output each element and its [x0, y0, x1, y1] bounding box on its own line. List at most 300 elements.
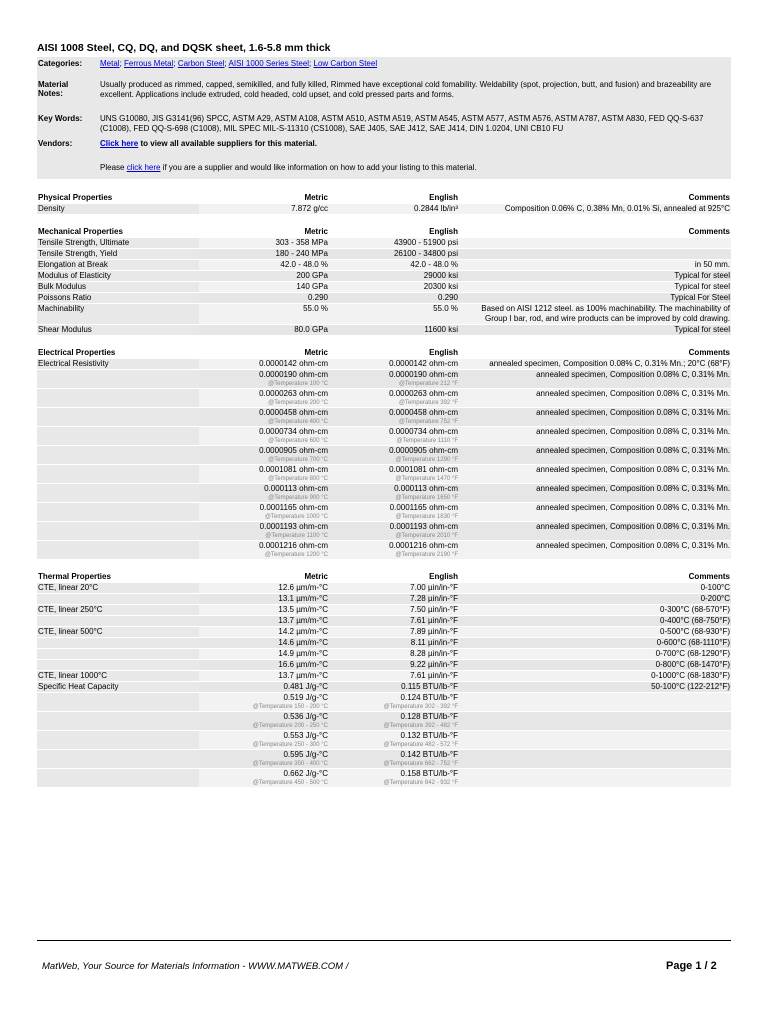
english-value-text: 7.28 µin/in-°F: [410, 594, 458, 603]
property-name: Shear Modulus: [37, 325, 199, 336]
metric-value: [199, 750, 329, 769]
property-comment: annealed specimen, Composition 0.08% C, 0.31% Mn.: [459, 465, 731, 484]
english-value: [329, 671, 459, 682]
property-row: [37, 522, 731, 541]
english-value-text: 42.0 - 48.0 %: [410, 260, 458, 269]
metric-condition: @Temperature 400 °C: [268, 419, 328, 425]
english-value-text: 20300 ksi: [423, 282, 458, 291]
property-name: [37, 408, 199, 427]
metric-value: [199, 389, 329, 408]
english-value: [329, 389, 459, 408]
metric-value-text: 0.0001081 ohm-cm: [259, 465, 328, 474]
property-comment: [459, 769, 731, 788]
metric-condition: @Temperature 600 °C: [268, 438, 328, 444]
datasheet-page: [37, 0, 731, 788]
metric-value: [199, 594, 329, 605]
property-name: Bulk Modulus: [37, 282, 199, 293]
english-value: [329, 649, 459, 660]
footer-divider: [37, 940, 731, 941]
page-number: Page 1 / 2: [666, 960, 717, 972]
comments-header: Comments: [688, 348, 730, 357]
property-name: [37, 503, 199, 522]
property-row: [37, 204, 731, 215]
english-value-text: 29000 ksi: [423, 271, 458, 280]
property-name: [37, 541, 199, 560]
property-name: CTE, linear 20°C: [37, 583, 199, 594]
metric-value: [199, 522, 329, 541]
property-name: Tensile Strength, Ultimate: [37, 238, 199, 249]
categories-list: Metal; Ferrous Metal; Carbon Steel; AISI 1000 Series Steel; Low Carbon Steel: [100, 59, 378, 68]
property-row: [37, 249, 731, 260]
metric-condition: @Temperature 250 - 300 °C: [252, 742, 328, 748]
english-value-text: 0.0000263 ohm-cm: [389, 389, 458, 398]
english-condition: @Temperature 2010 °F: [395, 533, 458, 539]
property-comment: 0-300°C (68-570°F): [459, 605, 731, 616]
metric-value-text: 55.0 %: [303, 304, 328, 313]
english-value: [329, 271, 459, 282]
english-value-text: 7.89 µin/in-°F: [410, 627, 458, 636]
metric-value-text: 7.872 g/cc: [291, 204, 328, 213]
property-comment: annealed specimen, Composition 0.08% C, 0.31% Mn.: [459, 370, 731, 389]
property-comment: annealed specimen, Composition 0.08% C, 0.31% Mn.: [459, 522, 731, 541]
metric-value: [199, 671, 329, 682]
section-title: Physical Properties: [38, 193, 113, 202]
metric-value-text: 14.9 µm/m-°C: [278, 649, 328, 658]
property-row: [37, 712, 731, 731]
category-link[interactable]: Metal: [100, 59, 120, 68]
metric-value: [199, 693, 329, 712]
property-comment: annealed specimen, Composition 0.08% C, 0.31% Mn.: [459, 484, 731, 503]
metric-value: [199, 304, 329, 325]
english-value: [329, 282, 459, 293]
property-row: [37, 427, 731, 446]
metric-value-text: 0.0001193 ohm-cm: [259, 522, 328, 531]
english-header: English: [429, 348, 458, 357]
english-condition: @Temperature 302 - 392 °F: [383, 704, 458, 710]
metric-condition: @Temperature 1100 °C: [265, 533, 328, 539]
keywords-text: UNS G10080, JIS G3141(96) SPCC, ASTM A29, ASTM A108, ASTM A510, ASTM A519, ASTM A545, ASTM A577, ASTM A576, ASTM A787, ASTM A830, FED QQ-S-637 (C1008), FED QQ-S-698 (C1008), MIL SPEC MIL-S-11310 (CS1008), SAE J405, SAE J412, SAE J414, DIN 1.0204, UNI CB10 FU: [100, 114, 704, 133]
metric-value: [199, 649, 329, 660]
property-comment: annealed specimen, Composition 0.08% C, 0.31% Mn.: [459, 503, 731, 522]
vendors-desc: to view all available suppliers for this material.: [138, 139, 317, 148]
metric-value-text: 16.6 µm/m-°C: [278, 660, 328, 669]
property-name: Modulus of Elasticity: [37, 271, 199, 282]
english-value: [329, 541, 459, 560]
metric-value-text: 0.0000190 ohm-cm: [259, 370, 328, 379]
english-value-text: 8.11 µin/in-°F: [410, 638, 458, 647]
metric-header: Metric: [304, 193, 328, 202]
categories-label: Categories:: [38, 59, 83, 68]
english-value-text: 0.142 BTU/lb-°F: [400, 750, 458, 759]
property-row: [37, 638, 731, 649]
english-value: [329, 583, 459, 594]
metric-value: [199, 271, 329, 282]
section-title: Mechanical Properties: [38, 227, 123, 236]
property-name: Density: [37, 204, 199, 215]
english-value: [329, 465, 459, 484]
property-comment: annealed specimen, Composition 0.08% C, 0.31% Mn.: [459, 389, 731, 408]
metric-value: [199, 503, 329, 522]
english-value-text: 7.50 µin/in-°F: [410, 605, 458, 614]
metric-value: [199, 712, 329, 731]
property-comment: annealed specimen, Composition 0.08% C, 0.31% Mn.: [459, 408, 731, 427]
property-row: [37, 616, 731, 627]
metric-value-text: 80.0 GPa: [294, 325, 328, 334]
metric-value-text: 0.290: [307, 293, 328, 302]
vendors-text: [100, 139, 731, 149]
english-value-text: 9.22 µin/in-°F: [410, 660, 458, 669]
supplier-note: [100, 163, 731, 173]
property-comment: Composition 0.06% C, 0.38% Mn, 0.01% Si, annealed at 925°C: [459, 204, 731, 215]
metric-value: [199, 541, 329, 560]
property-row: [37, 282, 731, 293]
english-value-text: 7.61 µin/in-°F: [410, 616, 458, 625]
metric-value-text: 13.5 µm/m-°C: [278, 605, 328, 614]
english-value-text: 0.000113 ohm-cm: [394, 484, 458, 493]
property-comment: 0-800°C (68-1470°F): [459, 660, 731, 671]
english-value-text: 7.00 µin/in-°F: [410, 583, 458, 592]
english-condition: @Temperature 392 °F: [398, 400, 458, 406]
property-comment: 0-600°C (68-1110°F): [459, 638, 731, 649]
property-name: [37, 446, 199, 465]
property-comment: Typical for steel: [459, 325, 731, 336]
property-row: [37, 503, 731, 522]
vendors-link[interactable]: Click here: [100, 139, 139, 148]
supplier-note-pre: Please: [100, 163, 127, 172]
metric-value-text: 0.0001216 ohm-cm: [259, 541, 328, 550]
property-name: [37, 522, 199, 541]
property-row: [37, 693, 731, 712]
english-value-text: 0.0001216 ohm-cm: [389, 541, 458, 550]
english-value-text: 0.132 BTU/lb-°F: [400, 731, 458, 740]
property-row: [37, 605, 731, 616]
metric-value-text: 13.7 µm/m-°C: [278, 671, 328, 680]
metric-value: [199, 616, 329, 627]
english-value: [329, 712, 459, 731]
english-value: [329, 693, 459, 712]
property-comment: annealed specimen, Composition 0.08% C, 0.31% Mn.: [459, 427, 731, 446]
notes-label: Material Notes:: [38, 80, 69, 98]
metric-value: [199, 359, 329, 370]
metric-value-text: 0.000113 ohm-cm: [264, 484, 328, 493]
english-value-text: 0.115 BTU/lb-°F: [401, 682, 458, 691]
metric-value-text: 200 GPa: [296, 271, 328, 280]
english-value-text: 0.158 BTU/lb-°F: [400, 769, 458, 778]
english-condition: @Temperature 662 - 752 °F: [383, 761, 458, 767]
property-comment: [459, 750, 731, 769]
comments-header: Comments: [688, 572, 730, 581]
metric-value-text: 0.481 J/g-°C: [283, 682, 328, 691]
metric-value-text: 0.662 J/g-°C: [283, 769, 328, 778]
english-value-text: 7.61 µin/in-°F: [410, 671, 458, 680]
english-value: [329, 427, 459, 446]
section-title: Thermal Properties: [38, 572, 111, 581]
metric-header: Metric: [304, 227, 328, 236]
metric-value-text: 14.6 µm/m-°C: [278, 638, 328, 647]
english-value: [329, 249, 459, 260]
metric-value-text: 140 GPa: [296, 282, 328, 291]
metric-value: [199, 446, 329, 465]
property-row: [37, 750, 731, 769]
property-name: Elongation at Break: [37, 260, 199, 271]
english-value-text: 11600 ksi: [424, 325, 458, 334]
english-value: [329, 638, 459, 649]
english-value-text: 0.2844 lb/in³: [413, 204, 458, 213]
property-comment: Based on AISI 1212 steel. as 100% machinability. The machinability of Group I bar, rod, and wire products can be improved by cold drawing.: [459, 304, 731, 325]
metric-value: [199, 605, 329, 616]
property-row: [37, 484, 731, 503]
property-comment: 0-700°C (68-1290°F): [459, 649, 731, 660]
property-name: [37, 427, 199, 446]
english-value-text: 0.0000458 ohm-cm: [389, 408, 458, 417]
english-value: [329, 594, 459, 605]
english-condition: @Temperature 482 - 572 °F: [383, 742, 458, 748]
metric-value-text: 12.6 µm/m-°C: [278, 583, 328, 592]
metric-value: [199, 260, 329, 271]
property-row: [37, 465, 731, 484]
property-name: CTE, linear 500°C: [37, 627, 199, 638]
english-condition: @Temperature 1290 °F: [395, 457, 458, 463]
property-comment: 0-1000°C (68-1830°F): [459, 671, 731, 682]
english-value: [329, 616, 459, 627]
metric-value-text: 0.0001165 ohm-cm: [259, 503, 328, 512]
metric-value: [199, 282, 329, 293]
page-title: AISI 1008 Steel, CQ, DQ, and DQSK sheet, 1.6-5.8 mm thick: [37, 42, 331, 54]
supplier-link[interactable]: click here: [126, 163, 161, 172]
property-row: [37, 389, 731, 408]
property-comment: 0-100°C: [459, 583, 731, 594]
english-value-text: 8.28 µin/in-°F: [410, 649, 458, 658]
metric-value: [199, 583, 329, 594]
property-comment: [459, 238, 731, 249]
metric-value-text: 0.0000142 ohm-cm: [259, 359, 328, 368]
property-name: [37, 594, 199, 605]
property-name: Tensile Strength, Yield: [37, 249, 199, 260]
metric-condition: @Temperature 150 - 200 °C: [252, 704, 328, 710]
property-name: CTE, linear 250°C: [37, 605, 199, 616]
metric-value: [199, 370, 329, 389]
property-name: Electrical Resistivity: [37, 359, 199, 370]
metric-value-text: 303 - 358 MPa: [275, 238, 328, 247]
metric-value: [199, 249, 329, 260]
english-condition: @Temperature 752 °F: [398, 419, 458, 425]
property-comment: [459, 712, 731, 731]
english-condition: @Temperature 212 °F: [398, 381, 458, 387]
metric-value-text: 0.536 J/g-°C: [283, 712, 328, 721]
english-value-text: 0.0001193 ohm-cm: [389, 522, 458, 531]
english-value: [329, 304, 459, 325]
metric-condition: @Temperature 900 °C: [268, 495, 328, 501]
english-value: [329, 522, 459, 541]
english-value: [329, 605, 459, 616]
metric-value: [199, 408, 329, 427]
property-name: [37, 769, 199, 788]
metric-value: [199, 638, 329, 649]
english-value-text: 0.0000142 ohm-cm: [389, 359, 458, 368]
property-row: [37, 649, 731, 660]
property-row: [37, 769, 731, 788]
metric-condition: @Temperature 1000 °C: [264, 514, 328, 520]
property-comment: [459, 731, 731, 750]
english-value: [329, 370, 459, 389]
property-name: [37, 484, 199, 503]
material-info-box: [37, 57, 731, 179]
english-header: English: [429, 572, 458, 581]
metric-value: [199, 682, 329, 693]
property-row: [37, 583, 731, 594]
property-comment: annealed specimen, Composition 0.08% C, 0.31% Mn.; 20°C (68°F): [459, 359, 731, 370]
property-comment: annealed specimen, Composition 0.08% C, 0.31% Mn.: [459, 446, 731, 465]
metric-value-text: 0.595 J/g-°C: [283, 750, 328, 759]
property-row: [37, 627, 731, 638]
category-link[interactable]: AISI 1000 Series Steel: [228, 59, 310, 68]
english-value: [329, 293, 459, 304]
metric-value: [199, 204, 329, 215]
category-link[interactable]: Ferrous Metal: [124, 59, 174, 68]
property-row: [37, 731, 731, 750]
property-row: [37, 271, 731, 282]
property-name: [37, 370, 199, 389]
metric-value-text: 180 - 240 MPa: [275, 249, 328, 258]
property-row: [37, 408, 731, 427]
material-notes: Usually produced as rimmed, capped, semikilled, and fully killed, Rimmed have exceptional cold fomability. Weldability (spot, projection, butt, and fusion) and brazeability are excellent. Applications include extruded, cold headed, cold upset, and cold pressed parts and forms.: [100, 80, 712, 99]
english-value-text: 0.0001081 ohm-cm: [389, 465, 458, 474]
english-header: English: [429, 193, 458, 202]
section-title: Electrical Properties: [38, 348, 116, 357]
property-row: [37, 304, 731, 325]
property-name: [37, 693, 199, 712]
property-name: Poissons Ratio: [37, 293, 199, 304]
property-comment: [459, 249, 731, 260]
english-condition: @Temperature 1650 °F: [395, 495, 458, 501]
metric-value: [199, 465, 329, 484]
metric-value: [199, 660, 329, 671]
metric-value-text: 42.0 - 48.0 %: [280, 260, 328, 269]
english-header: English: [429, 227, 458, 236]
english-value: [329, 503, 459, 522]
property-row: [37, 370, 731, 389]
property-comment: Typical for steel: [459, 271, 731, 282]
english-value: [329, 769, 459, 788]
english-value: [329, 484, 459, 503]
supplier-note-post: if you are a supplier and would like information on how to add your listing to this material.: [160, 163, 477, 172]
english-condition: @Temperature 1110 °F: [396, 438, 458, 444]
property-name: [37, 649, 199, 660]
english-value: [329, 359, 459, 370]
property-comment: annealed specimen, Composition 0.08% C, 0.31% Mn.: [459, 541, 731, 560]
property-name: CTE, linear 1000°C: [37, 671, 199, 682]
properties-table: [37, 193, 731, 788]
metric-value: [199, 325, 329, 336]
property-row: [37, 325, 731, 336]
metric-header: Metric: [304, 572, 328, 581]
property-row: [37, 238, 731, 249]
property-comment: [459, 693, 731, 712]
english-condition: @Temperature 842 - 932 °F: [383, 780, 458, 786]
property-comment: 50-100°C (122-212°F): [459, 682, 731, 693]
english-value-text: 0.0000905 ohm-cm: [389, 446, 458, 455]
english-value: [329, 325, 459, 336]
property-row: [37, 541, 731, 560]
metric-value: [199, 238, 329, 249]
english-value-text: 43900 - 51900 psi: [393, 238, 458, 247]
property-name: [37, 660, 199, 671]
english-value-text: 0.0000190 ohm-cm: [389, 370, 458, 379]
metric-value-text: 0.0000263 ohm-cm: [259, 389, 328, 398]
metric-value-text: 13.1 µm/m-°C: [278, 594, 328, 603]
english-value: [329, 260, 459, 271]
metric-condition: @Temperature 800 °C: [268, 476, 328, 482]
metric-condition: @Temperature 100 °C: [268, 381, 328, 387]
category-link[interactable]: Low Carbon Steel: [313, 59, 378, 68]
english-value: [329, 204, 459, 215]
english-value: [329, 238, 459, 249]
metric-value: [199, 484, 329, 503]
property-comment: 0-200°C: [459, 594, 731, 605]
metric-value: [199, 427, 329, 446]
property-row: [37, 446, 731, 465]
comments-header: Comments: [688, 227, 730, 236]
english-value-text: 0.124 BTU/lb-°F: [400, 693, 458, 702]
metric-condition: @Temperature 200 - 250 °C: [252, 723, 328, 729]
metric-value: [199, 769, 329, 788]
section-header: [37, 193, 731, 204]
english-value-text: 26100 - 34800 psi: [393, 249, 458, 258]
metric-value-text: 0.0000734 ohm-cm: [259, 427, 328, 436]
metric-value: [199, 731, 329, 750]
metric-value: [199, 293, 329, 304]
property-comment: 0-500°C (68-930°F): [459, 627, 731, 638]
property-row: [37, 671, 731, 682]
property-name: [37, 616, 199, 627]
english-value: [329, 731, 459, 750]
english-condition: @Temperature 1470 °F: [395, 476, 458, 482]
property-name: [37, 750, 199, 769]
property-row: [37, 260, 731, 271]
metric-value-text: 14.2 µm/m-°C: [278, 627, 328, 636]
metric-value-text: 0.553 J/g-°C: [283, 731, 328, 740]
english-value: [329, 682, 459, 693]
property-row: [37, 660, 731, 671]
metric-condition: @Temperature 200 °C: [268, 400, 328, 406]
english-value-text: 0.290: [437, 293, 458, 302]
english-condition: @Temperature 2190 °F: [395, 552, 458, 558]
vendors-label: Vendors:: [38, 139, 73, 148]
property-comment: Typical For Steel: [459, 293, 731, 304]
english-value: [329, 660, 459, 671]
footer-source: MatWeb, Your Source for Materials Information - WWW.MATWEB.COM /: [42, 961, 349, 972]
property-row: [37, 359, 731, 370]
metric-value-text: 0.519 J/g-°C: [283, 693, 328, 702]
english-value-text: 55.0 %: [433, 304, 458, 313]
metric-header: Metric: [304, 348, 328, 357]
english-condition: @Temperature 392 - 482 °F: [383, 723, 458, 729]
property-name: [37, 465, 199, 484]
property-name: [37, 638, 199, 649]
english-value: [329, 627, 459, 638]
property-comment: 0-400°C (68-750°F): [459, 616, 731, 627]
property-name: [37, 731, 199, 750]
english-value: [329, 750, 459, 769]
metric-condition: @Temperature 350 - 400 °C: [252, 761, 328, 767]
category-link[interactable]: Carbon Steel: [177, 59, 225, 68]
property-row: [37, 594, 731, 605]
property-name: [37, 712, 199, 731]
metric-value-text: 0.0000905 ohm-cm: [259, 446, 328, 455]
property-name: [37, 389, 199, 408]
keywords-label: Key Words:: [38, 114, 83, 123]
metric-condition: @Temperature 450 - 500 °C: [252, 780, 328, 786]
